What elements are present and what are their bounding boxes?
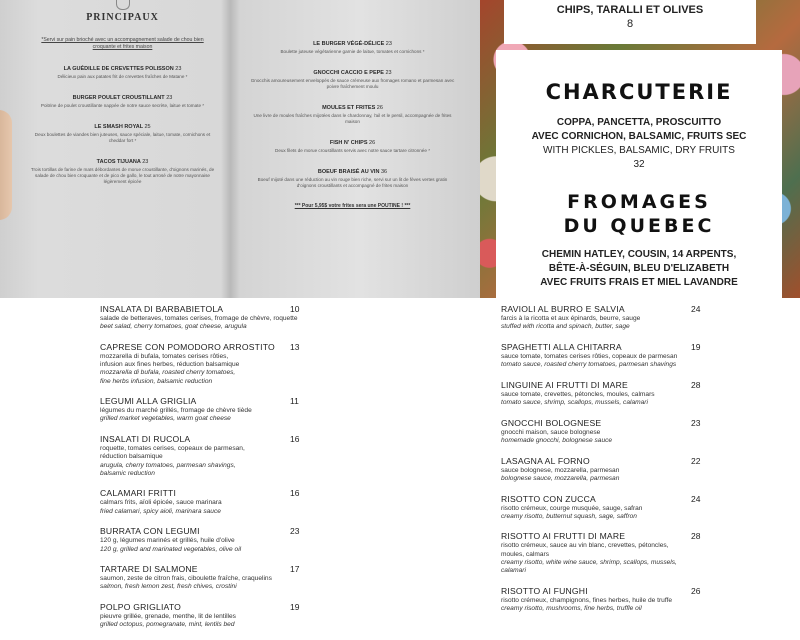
dish-description-en: bolognese sauce, mozzarella, parmesan [501,474,620,482]
poutine-note: *** Pour 5,95$ votre frites sera une POUTINE ! *** [294,203,411,209]
photo-menu-item [240,70,465,90]
dish-description-en: tomato sauce, roasted cherry tomatoes, parmesan shavings [501,361,677,369]
photo-item-description: Délicieux pain aux patates frit de crevettes fraîches de Matane * [57,74,188,79]
dish-price: 10 [290,304,300,314]
dish-description-en: creamy risotto, butternut squash, sage, saffron [501,512,637,520]
dish-description-en: homemade gnocchi, bolognese sauce [501,436,613,444]
menu-item [501,418,701,445]
photo-item-description: Deux filets de morue croustillants servis avec notre sauce tartare citronnée * [275,148,430,153]
charcuterie-line: AVEC CORNICHON, BALSAMIC, FRUITS SEC [531,131,747,142]
dish-description-fr: pieuvre grillée, grenade, menthe, lit de lentilles [100,613,236,621]
photo-item-name [240,140,465,146]
photo-item-price: 23 [175,66,182,72]
dish-name: BURRATA CON LEGUMI [100,526,200,537]
dish-description-fr: roquette, tomates cerises, copeaux de parmesan, [100,445,245,453]
photo-item-name [240,105,465,111]
dish-price: 13 [290,341,300,352]
menu-item [501,494,701,521]
section-title: PRINCIPAUX [86,12,159,23]
dish-description-fr: 120 g, légumes marinés et grillés, huile d'olive [100,537,235,545]
photo-item-title: GNOCCHI CACCIO E PEPE [313,70,384,76]
dish-price: 23 [691,417,701,428]
fromages-line: CHEMIN HATLEY, COUSIN, 14 ARPENTS, [541,249,737,260]
dish-name: GNOCCHI BOLOGNESE [501,417,602,428]
photo-item-description: Boeuf mijoté dans une réduction au vin rouge bien riche, servi sur un lit de fèves vertes gratin d'oignons croustillants et accompagné de frites maison [257,177,448,188]
photo-item-name [20,124,225,130]
photo-item-description: Une livre de moules fraîches mijotées dans le chardonnay, l'ail et le persil, accompagnée de frites maison [253,113,452,124]
photo-item-description: Deux boulettes de viandes bien juteuses, sauce spéciale, laitue, tomate, cornichons et cheddar fort * [34,132,211,143]
menu-item [100,488,300,515]
dish-description-fr: sauce bolognese, mozzarella, parmesan [501,466,620,474]
dish-description-en: creamy risotto, mushrooms, fine herbs, truffle oil [501,604,642,612]
dish-name: CAPRESE CON POMODORO ARROSTITO [100,341,275,352]
dish-description-en: arugula, cherry tomatoes, parmesan shavings, [100,461,236,469]
dish-price: 19 [290,602,300,613]
photo-item-title: TACOS TIJUANA [96,159,141,165]
photo-item-price: 25 [144,124,151,130]
menu-item [501,342,701,369]
dish-description-fr: risotto crémeux, sauce au vin blanc, crevettes, pétoncles, [501,542,669,550]
photo-item-price: 26 [376,105,383,111]
dish-description-fr: saumon, zeste de citron frais, ciboulette fraîche, craquelins [100,575,272,583]
photo-left-items [20,66,225,185]
photo-menu-item [240,41,465,55]
dish-price: 23 [290,526,300,537]
dish-description-en: fine herbs infusion, balsamic reduction [100,377,213,385]
dish-description-en: stuffed with ricotta and spinach, butter, sage [501,323,630,331]
dish-price: 19 [691,341,701,352]
photo-item-description: Boulette juteuse végétarienne garnie de laitue, tomates et cornichons * [280,49,425,54]
photo-item-price: 36 [380,169,388,175]
menu-item [100,304,300,331]
dish-description-fr: légumes du marché grillés, fromage de chèvre tiède [100,407,252,415]
menu-item [100,564,300,591]
section-intro: *Servi sur pain brioché avec un accompagnement salade de chou bien croquante et frites maison [41,37,204,50]
menu-item [100,602,300,629]
board-card [496,50,782,310]
photo-item-title: BOEUF BRAISÉ AU VIN [317,169,380,175]
photo-item-title: LE BURGER VÉGÉ-DÉLICE [313,41,385,47]
dish-description-fr: sauce tomate, crevettes, pétoncles, moules, calmars [501,390,655,398]
dish-description-fr: calmars frits, aïoli épicée, sauce marinara [100,499,222,507]
dish-description-en: creamy risotto, white wine sauce, shrimp, scallops, mussels, [501,558,677,566]
dish-price: 24 [691,493,701,504]
dish-description-en: 120 g, grilled and marinated vegetables, olive oil [100,545,242,553]
dish-name: RISOTTO AI FRUTTI DI MARE [501,531,626,542]
dish-name: INSALATI DI RUCOLA [100,434,191,445]
photo-menu-item [20,66,225,80]
dish-description-en: salmon, fresh lemon zest, fresh chives, crostini [100,583,237,591]
dish-price: 24 [691,304,701,314]
dish-price: 16 [290,434,300,445]
fromages-heading-line: DU QUEBEC [563,215,715,237]
photo-item-title: FISH N' CHIPS [329,140,368,146]
dish-price: 28 [691,379,701,390]
menu-item [501,380,701,407]
dish-description-fr: farcis à la ricotta et aux épinards, beurre, sauge [501,315,641,322]
menu-item [100,434,300,478]
dish-name: SPAGHETTI ALLA CHITARRA [501,341,622,352]
photo-menu-item [240,140,465,154]
dish-description-en: beet salad, cherry tomatoes, goat cheese, arugula [100,323,247,331]
dish-name: RISOTTO AI FUNGHI [501,585,588,596]
photo-item-name [20,66,225,72]
menu-left-column [100,304,300,640]
dish-description-fr: infusion aux fines herbes, réduction balsamique [100,361,240,369]
photographed-menu [0,0,480,298]
photo-menu-item [20,124,225,144]
dish-name: LASAGNA AL FORNO [501,455,590,466]
photo-item-description: Poitrine de poulet croustillante nappée de notre sauce secrète, laitue et tomate * [40,103,205,108]
photo-item-price: 26 [369,140,376,146]
photo-item-price: 23 [166,95,173,101]
dish-description-en: grilled octopus, pomegranate, mint, lentils bed [100,621,235,629]
dish-description-fr: risotto crémeux, champignons, fines herbes, huile de truffe [501,596,673,604]
photo-item-title: LA GUÉDILLE DE CREVETTES POLISSON [63,66,174,72]
menu-item [100,396,300,423]
chips-price: 8 [626,18,634,30]
dish-name: CALAMARI FRITTI [100,488,177,499]
menu-item [501,531,701,575]
dish-description-fr: moules, calmars [501,550,550,558]
dish-description-fr: gnocchi maison, sauce bolognese [501,428,601,436]
dish-price: 16 [290,488,300,499]
dish-description-en: fried calamari, spicy aioli, marinara sauce [100,507,221,515]
dish-name: TARTARE DI SALMONE [100,564,198,575]
dish-price: 26 [691,585,701,596]
chips-label: CHIPS, TARALLI ET OLIVES [556,4,704,16]
photo-item-description: Trois tortillas de farine de maïs débordantes de morue croustillante, d'oignons marinés, de salade de chou bien croquante et de pico de gallo, le tout arrosé de notre mayonnaise légèrement épicée [30,167,215,184]
dish-description-fr: mozzarella di bufala, tomates cerises rôties, [100,352,229,360]
dish-description-en: tomato sauce, shrimp, scallops, mussels, calamari [501,399,648,407]
photo-item-price: 23 [385,41,392,47]
photo-item-price: 23 [142,159,149,165]
fromages-heading [496,190,782,238]
photo-item-name [20,95,225,101]
photo-item-title: LE SMASH ROYAL [94,124,143,130]
chips-card [504,0,756,44]
dish-name: POLPO GRIGLIATO [100,602,182,613]
dish-description-en: balsamic reduction [100,469,155,477]
fromages-line: AVEC FRUITS FRAIS ET MIEL LAVANDRE [540,277,738,288]
dish-price: 11 [290,396,299,407]
photo-right-page [240,0,465,298]
fromages-heading-line: FROMAGES [567,191,711,213]
menu-right-column [501,304,701,624]
photo-item-name [240,41,465,47]
charcuterie-price: 32 [633,159,645,170]
dish-description-fr: sauce tomate, tomates cerises rôties, copeaux de parmesan [501,352,678,360]
photo-item-name [20,159,225,165]
dish-name: RISOTTO CON ZUCCA [501,493,596,504]
charcuterie-line: COPPA, PANCETTA, PROSCUITTO [556,117,722,128]
photo-menu-item [20,159,225,185]
dish-name: LEGUMI ALLA GRIGLIA [100,396,197,407]
finger [0,110,12,220]
poster-menu [480,0,800,298]
dish-description-en: grilled market vegetables, warm goat cheese [100,415,231,423]
dish-description-en: mozzarella di bufala, roasted cherry tomatoes, [100,369,236,377]
menu-item [501,304,701,331]
charcuterie-english: WITH PICKLES, BALSAMIC, DRY FRUITS [543,145,735,156]
dish-description-fr: salade de betteraves, tomates cerises, fromage de chèvre, roquette [100,315,298,322]
dish-price: 22 [691,455,701,466]
photo-right-items [240,41,465,189]
crown-icon [116,0,130,10]
photo-item-name [240,70,465,76]
dish-name: LINGUINE AI FRUTTI DI MARE [501,379,628,390]
photo-item-title: MOULES ET FRITES [322,105,376,111]
photo-left-page [20,0,225,298]
menu-item [100,526,300,553]
photo-item-name [240,169,465,175]
fromages-line: BÊTE-À-SÉGUIN, BLEU D'ELIZABETH [548,263,730,274]
photo-item-title: BURGER POULET CROUSTILLANT [72,95,165,101]
charcuterie-heading: CHARCUTERIE [545,80,733,104]
photo-item-description: Gnocchis amoureusement enveloppés de sauce crémeuse aux fromages romano et parmesan avec poivre fraîchement moulu [250,78,455,89]
photo-item-price: 23 [385,70,392,76]
dish-description-fr: réduction balsamique [100,453,163,461]
dish-description-en: calamari [501,567,526,575]
dish-description-fr: risotto crémeux, courge musquée, sauge, safran [501,504,643,512]
menu-item [100,342,300,386]
dish-name: RAVIOLI AL BURRO E SALVIA [501,304,625,314]
menu-item [501,456,701,483]
menu-item [501,586,701,613]
dish-name: INSALATA DI BARBABIETOLA [100,304,224,314]
photo-menu-item [240,105,465,125]
photo-menu-item [20,95,225,109]
photo-menu-item [240,169,465,189]
dish-price: 28 [691,531,701,542]
dish-price: 17 [290,564,300,575]
